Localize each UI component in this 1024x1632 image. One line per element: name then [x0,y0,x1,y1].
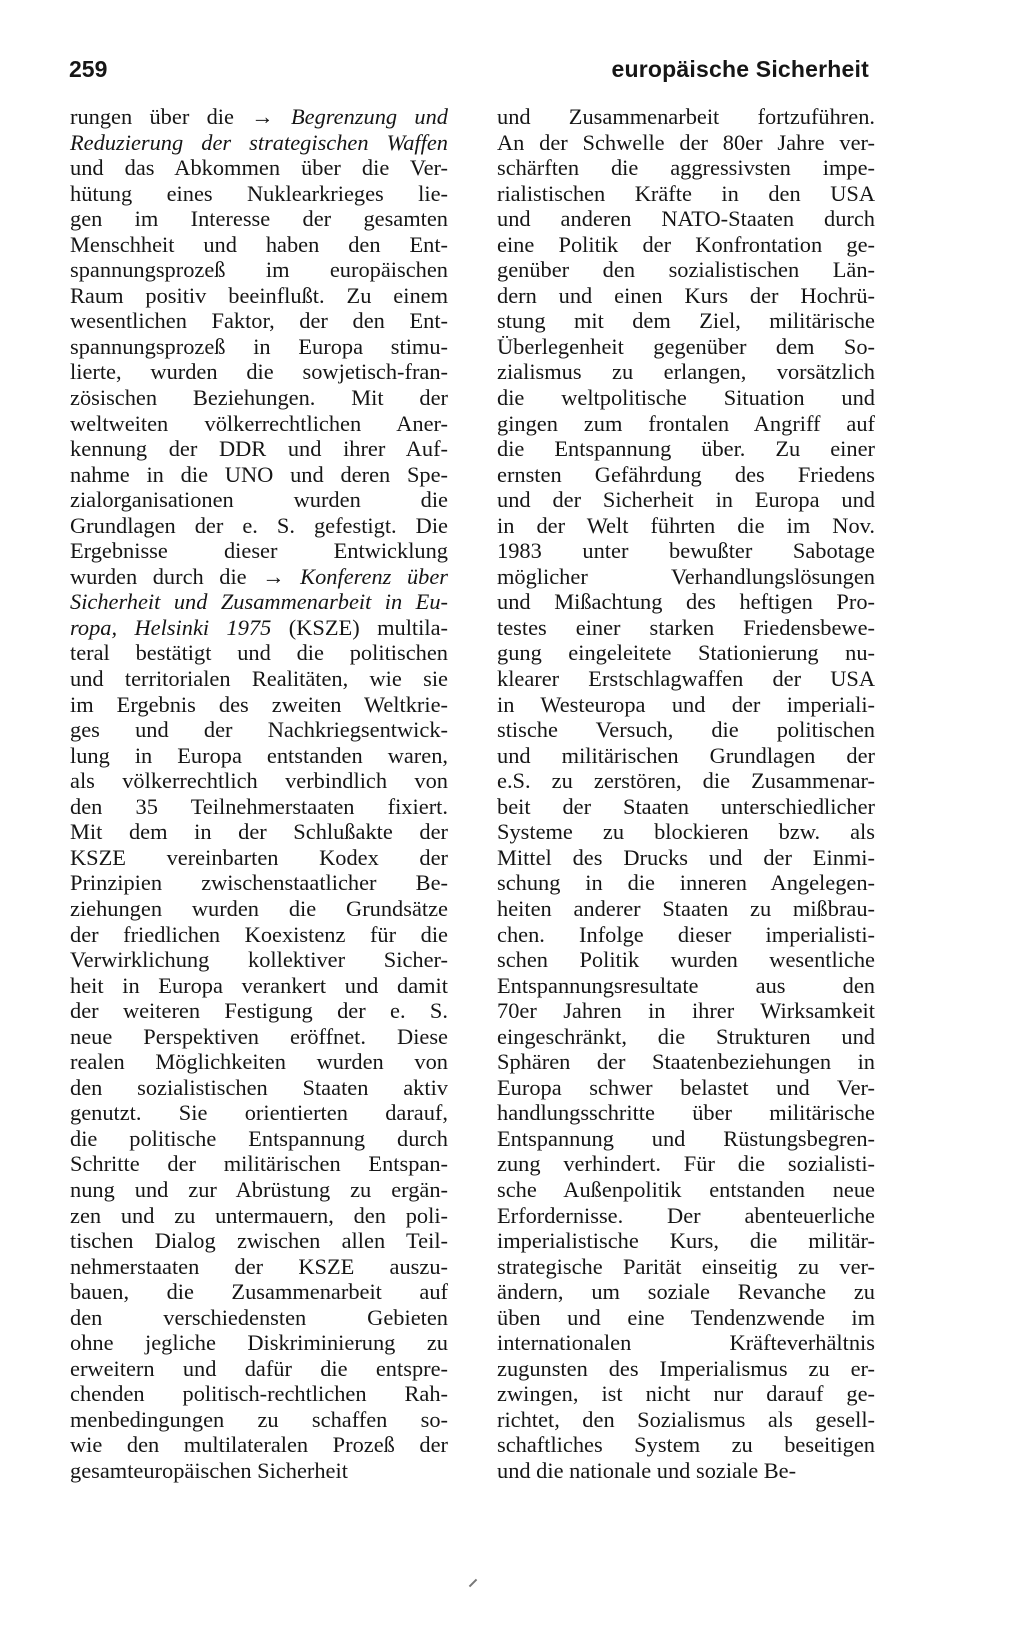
text-segment: ändern, um soziale Revanche zu [497,1279,875,1305]
text-line [70,1254,448,1280]
text-segment: heiten anderer Staaten zu mißbrau- [497,895,875,921]
text-line [497,615,875,641]
text-line [70,1407,448,1433]
text-line [497,998,875,1024]
text-segment: KSZE vereinbarten Kodex der [70,844,448,870]
text-segment: und anderen NATO-Staaten durch [497,206,875,232]
text-segment: als völkerrechtlich verbindlich von [70,768,448,794]
text-segment: tischen Dialog zwischen allen Teil- [70,1228,448,1254]
text-segment: heit in Europa verankert und damit [70,972,448,998]
text-segment: zialorganisationen wurden die [70,487,448,513]
text-line [70,1432,448,1458]
text-line [70,257,448,283]
text-line [70,130,448,156]
text-segment: Ergebnisse dieser Entwicklung [70,538,448,564]
text-line [70,411,448,437]
italic-text-segment: Sicherheit und Zusammenarbeit in Eu- [70,589,448,615]
text-segment: dern und einen Kurs der Hochrü- [497,282,875,308]
text-segment: die politische Entspannung durch [70,1125,448,1151]
text-line [497,283,875,309]
text-line [497,308,875,334]
text-line [70,513,448,539]
text-line [70,1458,448,1484]
text-segment: genutzt. Sie orientierten darauf, [70,1100,448,1126]
text-line [497,232,875,258]
text-segment: in der Welt führten die im Nov. [497,512,875,538]
text-line [497,1228,875,1254]
text-line [70,692,448,718]
text-segment: zialismus zu erlangen, vorsätzlich [497,359,875,385]
text-line [70,487,448,513]
text-line [497,359,875,385]
text-segment: und Mißachtung des heftigen Pro- [497,589,875,615]
text-line [70,819,448,845]
text-segment: und der Sicherheit in Europa und [497,487,875,513]
text-segment: genüber den sozialistischen Län- [497,257,875,283]
text-segment: sche Außenpolitik entstanden neue [497,1176,875,1202]
text-line [497,1254,875,1280]
text-segment: menbedingungen zu schaffen so- [70,1406,448,1432]
text-segment: schung in die inneren Angelegen- [497,870,875,896]
text-line [497,1432,875,1458]
text-line [70,973,448,999]
text-segment: gung eingeleitete Stationierung nu- [497,640,875,666]
text-segment: möglicher Verhandlungslösungen [497,563,875,589]
text-segment: chen. Infolge dieser imperialisti- [497,921,875,947]
text-line [497,717,875,743]
text-segment: zung verhindert. Für die sozialisti- [497,1151,875,1177]
text-line [497,1203,875,1229]
text-line [497,1381,875,1407]
text-segment: Verwirklichung kollektiver Sicher- [70,947,448,973]
text-segment: nung und zur Abrüstung zu ergän- [70,1176,448,1202]
text-segment: strategische Parität einseitig zu ver- [497,1253,875,1279]
text-line [70,181,448,207]
text-line [497,257,875,283]
text-line [70,870,448,896]
text-line [497,922,875,948]
text-line [497,1458,875,1484]
text-segment: schen Politik wurden wesentliche [497,947,875,973]
text-segment: 1983 unter bewußter Sabotage [497,538,875,564]
text-line [497,743,875,769]
text-line [497,411,875,437]
text-line [70,538,448,564]
text-segment: An der Schwelle der 80er Jahre ver- [497,129,875,155]
text-segment: gen im Interesse der gesamten [70,206,448,232]
text-line [497,1356,875,1382]
text-segment: Entspannung und Rüstungsbegren- [497,1125,875,1151]
text-segment: und territorialen Realitäten, wie sie [70,666,448,692]
text-line [70,1177,448,1203]
text-line [70,462,448,488]
text-line [497,334,875,360]
text-segment: teral bestätigt und die politischen [70,640,448,666]
text-segment: lierte, wurden die sowjetisch-fran- [70,359,448,385]
text-line [497,1049,875,1075]
text-line [70,1024,448,1050]
text-line [70,206,448,232]
italic-text-segment: Begrenzung und [290,104,448,129]
text-line [70,359,448,385]
italic-text-segment: Reduzierung der strategischen Waffen [70,129,448,155]
text-line [497,896,875,922]
text-line [497,768,875,794]
text-line [70,1330,448,1356]
text-line [70,896,448,922]
text-segment: Schritte der militärischen Entspan- [70,1151,448,1177]
text-line [497,487,875,513]
text-line [70,640,448,666]
text-segment: Grundlagen der e. S. gefestigt. Die [70,512,448,538]
text-segment: stung mit dem Ziel, militärische [497,308,875,334]
text-line [70,308,448,334]
text-line [497,1305,875,1331]
text-segment: schärften die aggressivsten impe- [497,155,875,181]
text-segment: die weltpolitische Situation und [497,385,875,411]
text-line [497,513,875,539]
text-line [497,794,875,820]
text-segment: gingen zum frontalen Angriff auf [497,410,875,436]
text-segment: ohne jegliche Diskriminierung zu [70,1330,448,1356]
text-line [497,845,875,871]
text-segment: testes einer starken Friedensbewe- [497,614,875,640]
text-segment: wurden durch die → [70,563,301,589]
text-line [70,155,448,181]
text-line [70,283,448,309]
text-segment: zösischen Beziehungen. Mit der [70,385,448,411]
text-line [497,436,875,462]
text-segment: Europa schwer belastet und Ver- [497,1074,875,1100]
text-line [497,973,875,999]
text-segment: den sozialistischen Staaten aktiv [70,1074,448,1100]
text-line [70,743,448,769]
text-segment: wie den multilateralen Prozeß der [70,1432,448,1458]
text-line [497,1407,875,1433]
text-line [497,1126,875,1152]
text-segment: Prinzipien zwischenstaatlicher Be- [70,870,448,896]
text-segment: imperialistische Kurs, die militär- [497,1228,875,1254]
text-line [70,232,448,258]
text-segment: Sphären der Staatenbeziehungen in [497,1049,875,1075]
text-line [70,1075,448,1101]
text-segment: gesamteuropäischen Sicherheit [70,1457,348,1483]
text-segment: zugunsten des Imperialismus zu er- [497,1355,875,1381]
text-segment: zen und zu untermauern, den poli- [70,1202,448,1228]
text-line [70,1228,448,1254]
text-line [70,922,448,948]
text-segment: und die nationale und soziale Be- [497,1457,797,1483]
text-segment: nahme in die UNO und deren Spe- [70,461,448,487]
text-line [497,666,875,692]
scan-mark [469,1579,477,1587]
text-segment: (KSZE) multila- [271,614,448,640]
text-segment: und Zusammenarbeit fortzuführen. [497,104,875,129]
text-segment: 70er Jahren in ihrer Wirksamkeit [497,998,875,1024]
text-segment: Mittel des Drucks und der Einmi- [497,844,875,870]
text-segment: nehmerstaaten der KSZE auszu- [70,1253,448,1279]
text-segment: der friedlichen Koexistenz für die [70,921,448,947]
text-line [497,155,875,181]
text-segment: Entspannungsresultate aus den [497,972,875,998]
text-line [70,385,448,411]
text-segment: bauen, die Zusammenarbeit auf [70,1279,448,1305]
text-line [70,1305,448,1331]
text-segment: ziehungen wurden die Grundsätze [70,895,448,921]
text-line [70,1151,448,1177]
text-line [497,181,875,207]
text-segment: neue Perspektiven eröffnet. Diese [70,1023,448,1049]
text-segment: eingeschränkt, die Strukturen und [497,1023,875,1049]
running-head: europäische Sicherheit [611,56,869,82]
text-line [497,462,875,488]
text-line [70,1381,448,1407]
text-line [497,385,875,411]
text-segment: den 35 Teilnehmerstaaten fixiert. [70,793,448,819]
text-line [497,589,875,615]
text-line [70,1100,448,1126]
text-segment: spannungsprozeß im europäischen [70,257,448,283]
text-segment: internationalen Kräfteverhältnis [497,1330,875,1356]
text-line [497,538,875,564]
text-line [497,1100,875,1126]
text-segment: üben und eine Tendenzwende im [497,1304,875,1330]
text-segment: wesentlichen Faktor, der den Ent- [70,308,448,334]
text-segment: weltweiten völkerrechtlichen Aner- [70,410,448,436]
text-line [70,615,448,641]
page-header [69,52,869,86]
text-line [497,104,875,130]
text-line [497,692,875,718]
text-line [70,1279,448,1305]
text-line [70,1049,448,1075]
text-line [497,1151,875,1177]
text-segment: ernsten Gefährdung des Friedens [497,461,875,487]
text-segment: zwingen, ist nicht nur darauf ge- [497,1381,875,1407]
text-segment: Überlegenheit gegenüber dem So- [497,333,875,359]
text-line [70,768,448,794]
text-segment: eine Politik der Konfrontation ge- [497,231,875,257]
text-line [497,130,875,156]
text-segment: Raum positiv beeinflußt. Zu einem [70,282,448,308]
text-line [497,1177,875,1203]
text-segment: schaftliches System zu beseitigen [497,1432,875,1458]
text-segment: Menschheit und haben den Ent- [70,231,448,257]
text-line [497,1279,875,1305]
text-line [70,1203,448,1229]
text-segment: Erfordernisse. Der abenteuerliche [497,1202,875,1228]
text-segment: die Entspannung über. Zu einer [497,436,875,462]
text-segment: chenden politisch-rechtlichen Rah- [70,1381,448,1407]
text-segment: Mit dem in der Schlußakte der [70,819,448,845]
text-segment: kennung der DDR und ihrer Auf- [70,436,448,462]
text-segment: der weiteren Festigung der e. S. [70,998,448,1024]
text-line [497,640,875,666]
page-number: 259 [69,56,108,82]
text-segment: handlungsschritte über militärische [497,1100,875,1126]
text-line [70,717,448,743]
text-line [497,206,875,232]
text-line [497,1075,875,1101]
italic-text-segment: ropa, Helsinki 1975 [70,614,272,640]
text-line [70,589,448,615]
text-segment: in Westeuropa und der imperiali- [497,691,875,717]
text-segment: rialistischen Kräfte in den USA [497,180,875,206]
italic-text-segment: Konferenz über [300,563,448,589]
text-line [70,666,448,692]
text-line [70,1356,448,1382]
text-segment: richtet, den Sozialismus als gesell- [497,1406,875,1432]
text-segment: hütung eines Nuklearkrieges lie- [70,180,448,206]
text-segment: und militärischen Grundlagen der [497,742,875,768]
text-line [497,1024,875,1050]
text-line [70,1126,448,1152]
text-column-right [497,104,875,1484]
text-segment: und das Abkommen über die Ver- [70,155,448,181]
text-segment: im Ergebnis des zweiten Weltkrie- [70,691,448,717]
text-segment: rungen über die → [70,104,291,129]
text-segment: e.S. zu zerstören, die Zusammenar- [497,768,875,794]
text-segment: erweitern und dafür die entspre- [70,1355,448,1381]
text-line [70,794,448,820]
text-segment: den verschiedensten Gebieten [70,1304,448,1330]
text-line [70,998,448,1024]
text-segment: beit der Staaten unterschiedlicher [497,793,875,819]
text-line [497,947,875,973]
text-segment: realen Möglichkeiten wurden von [70,1049,448,1075]
text-line [497,564,875,590]
text-segment: spannungsprozeß in Europa stimu- [70,333,448,359]
text-segment: Systeme zu blockieren bzw. als [497,819,875,845]
text-line [497,819,875,845]
text-line [70,947,448,973]
text-segment: ges und der Nachkriegsentwick- [70,717,448,743]
text-line [70,564,448,590]
text-line [70,334,448,360]
text-line [497,1330,875,1356]
text-segment: klearer Erstschlagwaffen der USA [497,666,875,692]
text-line [497,870,875,896]
text-line [70,104,448,130]
text-segment: stische Versuch, die politischen [497,717,875,743]
text-segment: lung in Europa entstanden waren, [70,742,448,768]
text-line [70,845,448,871]
text-line [70,436,448,462]
text-column-left [70,104,448,1484]
